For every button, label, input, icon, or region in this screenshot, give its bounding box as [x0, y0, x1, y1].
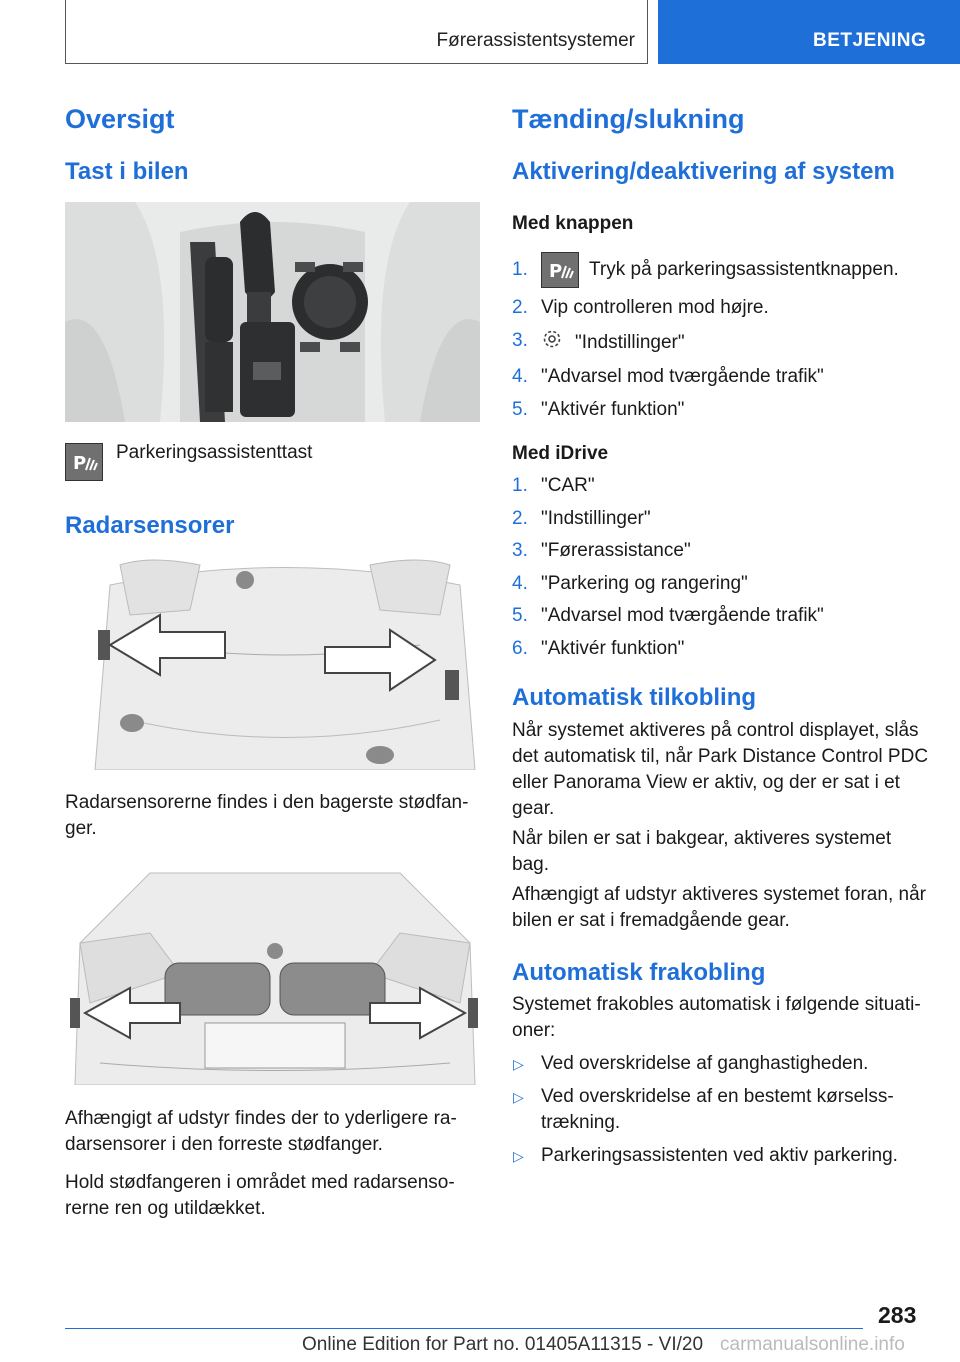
step-text: "Advarsel mod tværgående trafik": [541, 366, 824, 387]
step-text: "CAR": [541, 475, 595, 496]
subheading-auto-on: Automatisk tilkobling: [512, 684, 757, 711]
list-item: [512, 1084, 932, 1136]
list-item: [512, 364, 932, 390]
radar-clean-text: Hold stødfangeren i området med radarsenso- rerne ren og utildækket.: [65, 1172, 455, 1219]
center-console-image: [65, 202, 480, 422]
subheading-auto-off: Automatisk frakobling: [512, 959, 766, 986]
auto-off-intro: Systemet frakobles automatisk i følgende situati- oner:: [512, 994, 921, 1041]
auto-on-text-3: Afhængigt af udstyr aktiveres systemet foran, når bilen er sat i fremadgående gear.: [512, 884, 926, 931]
footer-edition: Online Edition for Part no. 01405A11315 - VI/20: [302, 1334, 704, 1355]
page-number: 283: [878, 1302, 917, 1328]
step-number: 3.: [512, 330, 528, 351]
with-button-heading: Med knappen: [512, 213, 634, 234]
header-section-box: [65, 0, 648, 64]
list-item: [512, 1051, 932, 1077]
step-text: "Aktivér funktion": [541, 399, 685, 420]
subheading-activation: Aktivering/deaktivering af system: [512, 158, 895, 185]
step-number: 4.: [512, 366, 528, 387]
list-item: [512, 506, 932, 532]
bullet-triangle-icon: ▷: [513, 1056, 524, 1072]
bullet-text: Ved overskridelse af ganghastigheden.: [541, 1053, 869, 1074]
step-number: 2.: [512, 297, 528, 318]
bullet-triangle-icon: ▷: [513, 1148, 524, 1164]
list-item: [512, 603, 932, 629]
header-chapter-tab: [658, 0, 960, 64]
bullet-text: Ved overskridelse af en bestemt kørselss- trækning.: [541, 1086, 894, 1133]
step-number: 2.: [512, 507, 528, 529]
radar-rear-text: Radarsensorerne findes i den bagerste stødfan- ger.: [65, 792, 469, 839]
list-item: [512, 397, 932, 423]
list-item: [512, 328, 932, 358]
list-item: [512, 1143, 932, 1169]
front-bumper-image: [70, 863, 480, 1085]
step-number: 6.: [512, 637, 528, 659]
step-text: Tryk på parkeringsassistentknappen.: [589, 259, 899, 280]
parking-assist-button-icon: [541, 252, 579, 288]
step-text: "Indstillinger": [541, 507, 651, 529]
step-text: "Indstillinger": [575, 332, 685, 354]
bullet-triangle-icon: ▷: [513, 1089, 524, 1105]
list-item: [512, 250, 932, 289]
list-item: [512, 473, 932, 499]
page-title-left: Oversigt: [65, 104, 175, 134]
bullet-text: Parkeringsassistenten ved aktiv parkering.: [541, 1145, 898, 1166]
steps-button-list: [512, 250, 932, 423]
step-number: 1.: [512, 259, 528, 280]
step-number: 3.: [512, 540, 528, 561]
subheading-radar: Radarsensorer: [65, 512, 235, 539]
header-section-title: Førerassistentsystemer: [436, 30, 635, 51]
step-number: 1.: [512, 475, 528, 496]
parking-assist-button-icon: [65, 443, 103, 481]
list-item: [512, 295, 932, 321]
auto-on-text-1: Når systemet aktiveres på control displayet, slås det automatisk til, når Park Distance Control PDC eller Panorama View er aktiv, og der er sat i et gear.: [512, 720, 929, 819]
rear-bumper-image: [90, 555, 480, 770]
step-text: "Parkering og rangering": [541, 572, 748, 594]
radar-front-text: Afhængigt af udstyr findes der to yderligere ra- darsensorer i den forreste stødfanger.: [65, 1108, 457, 1155]
settings-gear-icon: [541, 328, 563, 358]
page-title-right: Tænding/slukning: [512, 104, 745, 134]
with-idrive-heading: Med iDrive: [512, 443, 609, 464]
step-number: 5.: [512, 399, 528, 420]
step-number: 4.: [512, 572, 528, 594]
list-item: [512, 571, 932, 597]
list-item: [512, 538, 932, 564]
svg-text:P: P: [73, 453, 87, 474]
step-text: "Advarsel mod tværgående trafik": [541, 605, 824, 626]
step-text: Vip controlleren mod højre.: [541, 297, 769, 318]
step-number: 5.: [512, 605, 528, 626]
step-text: "Førerassistance": [541, 540, 691, 561]
watermark: carmanualsonline.info: [720, 1334, 905, 1355]
svg-text:P: P: [549, 260, 563, 282]
subheading-button: Tast i bilen: [65, 158, 189, 185]
steps-idrive-list: [512, 473, 932, 662]
footer-divider: [65, 1328, 863, 1329]
list-item: [512, 636, 932, 662]
auto-on-text-2: Når bilen er sat i bakgear, aktiveres systemet bag.: [512, 828, 892, 875]
auto-off-bullets: [512, 1051, 932, 1176]
header-chapter-title: BETJENING: [813, 30, 927, 51]
parking-assist-caption: Parkeringsassistenttast: [116, 442, 313, 463]
step-text: "Aktivér funktion": [541, 637, 685, 659]
